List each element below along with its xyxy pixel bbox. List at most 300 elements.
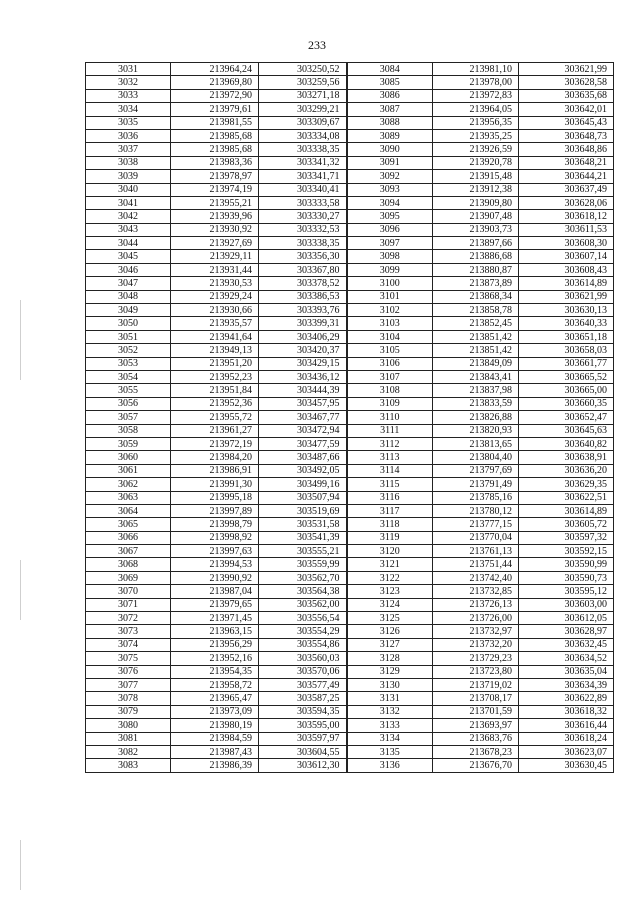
coordinates-table (85, 62, 614, 773)
y-coordinate-right-cell: 303634,39 (519, 678, 614, 691)
y-coordinate-right-cell: 303608,43 (519, 263, 614, 276)
y-coordinate-right-cell: 303614,89 (519, 277, 614, 290)
scan-margin-mark (20, 300, 21, 380)
x-coordinate-left-cell: 213952,36 (171, 397, 259, 410)
table-row (86, 571, 614, 584)
y-coordinate-left-cell: 303333,58 (259, 196, 347, 209)
table-row (86, 223, 614, 236)
scan-margin-mark (20, 840, 21, 890)
x-coordinate-left-cell: 213965,47 (171, 692, 259, 705)
point-number-right-cell: 3088 (347, 116, 433, 129)
x-coordinate-left-cell: 213952,16 (171, 652, 259, 665)
y-coordinate-left-cell: 303595,00 (259, 719, 347, 732)
point-number-right-cell: 3093 (347, 183, 433, 196)
point-number-left-cell: 3067 (86, 545, 171, 558)
point-number-left-cell: 3056 (86, 397, 171, 410)
point-number-left-cell: 3076 (86, 665, 171, 678)
y-coordinate-right-cell: 303628,06 (519, 196, 614, 209)
x-coordinate-left-cell: 213961,27 (171, 424, 259, 437)
point-number-left-cell: 3033 (86, 89, 171, 102)
y-coordinate-right-cell: 303661,77 (519, 357, 614, 370)
x-coordinate-left-cell: 213986,91 (171, 464, 259, 477)
point-number-right-cell: 3099 (347, 263, 433, 276)
y-coordinate-left-cell: 303367,80 (259, 263, 347, 276)
x-coordinate-left-cell: 213979,61 (171, 103, 259, 116)
x-coordinate-left-cell: 213955,72 (171, 411, 259, 424)
x-coordinate-right-cell: 213903,73 (433, 223, 519, 236)
table-row (86, 317, 614, 330)
point-number-left-cell: 3081 (86, 732, 171, 745)
x-coordinate-right-cell: 213897,66 (433, 237, 519, 250)
table-row (86, 678, 614, 691)
point-number-right-cell: 3095 (347, 210, 433, 223)
x-coordinate-left-cell: 213971,45 (171, 612, 259, 625)
x-coordinate-left-cell: 213995,18 (171, 491, 259, 504)
point-number-left-cell: 3048 (86, 290, 171, 303)
x-coordinate-right-cell: 213732,85 (433, 585, 519, 598)
y-coordinate-right-cell: 303590,99 (519, 558, 614, 571)
y-coordinate-left-cell: 303492,05 (259, 464, 347, 477)
y-coordinate-right-cell: 303592,15 (519, 545, 614, 558)
point-number-right-cell: 3118 (347, 518, 433, 531)
x-coordinate-right-cell: 213851,42 (433, 344, 519, 357)
point-number-right-cell: 3126 (347, 625, 433, 638)
y-coordinate-left-cell: 303393,76 (259, 304, 347, 317)
y-coordinate-right-cell: 303635,04 (519, 665, 614, 678)
point-number-left-cell: 3070 (86, 585, 171, 598)
point-number-left-cell: 3050 (86, 317, 171, 330)
point-number-right-cell: 3130 (347, 678, 433, 691)
x-coordinate-right-cell: 213972,83 (433, 89, 519, 102)
y-coordinate-right-cell: 303648,86 (519, 143, 614, 156)
y-coordinate-left-cell: 303340,41 (259, 183, 347, 196)
y-coordinate-left-cell: 303519,69 (259, 504, 347, 517)
table-row (86, 143, 614, 156)
x-coordinate-left-cell: 213931,44 (171, 263, 259, 276)
table-row (86, 451, 614, 464)
x-coordinate-right-cell: 213729,23 (433, 652, 519, 665)
y-coordinate-right-cell: 303652,47 (519, 411, 614, 424)
y-coordinate-right-cell: 303637,49 (519, 183, 614, 196)
y-coordinate-right-cell: 303630,13 (519, 304, 614, 317)
point-number-right-cell: 3086 (347, 89, 433, 102)
y-coordinate-right-cell: 303628,58 (519, 76, 614, 89)
x-coordinate-right-cell: 213813,65 (433, 437, 519, 450)
x-coordinate-left-cell: 213972,90 (171, 89, 259, 102)
coordinates-table-body (86, 63, 614, 773)
x-coordinate-left-cell: 213951,84 (171, 384, 259, 397)
y-coordinate-left-cell: 303555,21 (259, 545, 347, 558)
table-row (86, 531, 614, 544)
x-coordinate-left-cell: 213987,43 (171, 745, 259, 758)
table-row (86, 370, 614, 383)
point-number-right-cell: 3084 (347, 63, 433, 76)
point-number-right-cell: 3119 (347, 531, 433, 544)
y-coordinate-right-cell: 303665,00 (519, 384, 614, 397)
point-number-right-cell: 3109 (347, 397, 433, 410)
table-row (86, 397, 614, 410)
y-coordinate-left-cell: 303612,30 (259, 759, 347, 772)
point-number-left-cell: 3038 (86, 156, 171, 169)
point-number-left-cell: 3044 (86, 237, 171, 250)
y-coordinate-left-cell: 303457,95 (259, 397, 347, 410)
point-number-right-cell: 3121 (347, 558, 433, 571)
y-coordinate-right-cell: 303640,82 (519, 437, 614, 450)
y-coordinate-left-cell: 303594,35 (259, 705, 347, 718)
table-row (86, 250, 614, 263)
y-coordinate-right-cell: 303665,52 (519, 370, 614, 383)
point-number-left-cell: 3054 (86, 370, 171, 383)
x-coordinate-right-cell: 213956,35 (433, 116, 519, 129)
point-number-right-cell: 3122 (347, 571, 433, 584)
point-number-right-cell: 3098 (347, 250, 433, 263)
y-coordinate-left-cell: 303420,37 (259, 344, 347, 357)
point-number-left-cell: 3052 (86, 344, 171, 357)
x-coordinate-right-cell: 213912,38 (433, 183, 519, 196)
point-number-left-cell: 3073 (86, 625, 171, 638)
y-coordinate-left-cell: 303604,55 (259, 745, 347, 758)
page-number: 233 (308, 38, 326, 52)
point-number-left-cell: 3032 (86, 76, 171, 89)
table-row (86, 411, 614, 424)
point-number-left-cell: 3079 (86, 705, 171, 718)
y-coordinate-left-cell: 303562,00 (259, 598, 347, 611)
y-coordinate-right-cell: 303632,45 (519, 638, 614, 651)
y-coordinate-right-cell: 303642,01 (519, 103, 614, 116)
point-number-left-cell: 3046 (86, 263, 171, 276)
y-coordinate-right-cell: 303640,33 (519, 317, 614, 330)
table-row (86, 625, 614, 638)
x-coordinate-left-cell: 213964,24 (171, 63, 259, 76)
y-coordinate-right-cell: 303628,97 (519, 625, 614, 638)
scan-margin-mark (20, 560, 21, 620)
y-coordinate-right-cell: 303644,21 (519, 170, 614, 183)
point-number-left-cell: 3064 (86, 504, 171, 517)
table-row (86, 330, 614, 343)
x-coordinate-left-cell: 213969,80 (171, 76, 259, 89)
point-number-left-cell: 3049 (86, 304, 171, 317)
point-number-right-cell: 3103 (347, 317, 433, 330)
point-number-right-cell: 3117 (347, 504, 433, 517)
table-row (86, 196, 614, 209)
y-coordinate-left-cell: 303467,77 (259, 411, 347, 424)
table-row (86, 692, 614, 705)
x-coordinate-right-cell: 213719,02 (433, 678, 519, 691)
table-row (86, 116, 614, 129)
x-coordinate-right-cell: 213920,78 (433, 156, 519, 169)
y-coordinate-left-cell: 303332,53 (259, 223, 347, 236)
y-coordinate-right-cell: 303611,53 (519, 223, 614, 236)
x-coordinate-left-cell: 213978,97 (171, 170, 259, 183)
point-number-right-cell: 3131 (347, 692, 433, 705)
table-row (86, 263, 614, 276)
y-coordinate-right-cell: 303630,45 (519, 759, 614, 772)
table-row (86, 277, 614, 290)
point-number-left-cell: 3058 (86, 424, 171, 437)
x-coordinate-left-cell: 213981,55 (171, 116, 259, 129)
x-coordinate-right-cell: 213820,93 (433, 424, 519, 437)
y-coordinate-right-cell: 303603,00 (519, 598, 614, 611)
point-number-left-cell: 3063 (86, 491, 171, 504)
x-coordinate-left-cell: 213955,21 (171, 196, 259, 209)
point-number-left-cell: 3072 (86, 612, 171, 625)
table-row (86, 732, 614, 745)
x-coordinate-left-cell: 213949,13 (171, 344, 259, 357)
table-row (86, 290, 614, 303)
y-coordinate-left-cell: 303386,53 (259, 290, 347, 303)
y-coordinate-left-cell: 303562,70 (259, 571, 347, 584)
x-coordinate-left-cell: 213983,36 (171, 156, 259, 169)
x-coordinate-left-cell: 213998,79 (171, 518, 259, 531)
y-coordinate-left-cell: 303587,25 (259, 692, 347, 705)
table-row (86, 585, 614, 598)
x-coordinate-left-cell: 213997,89 (171, 504, 259, 517)
y-coordinate-left-cell: 303556,54 (259, 612, 347, 625)
y-coordinate-left-cell: 303356,30 (259, 250, 347, 263)
point-number-left-cell: 3071 (86, 598, 171, 611)
table-row (86, 558, 614, 571)
y-coordinate-left-cell: 303330,27 (259, 210, 347, 223)
point-number-right-cell: 3091 (347, 156, 433, 169)
y-coordinate-left-cell: 303378,52 (259, 277, 347, 290)
x-coordinate-right-cell: 213770,04 (433, 531, 519, 544)
x-coordinate-left-cell: 213930,53 (171, 277, 259, 290)
point-number-right-cell: 3116 (347, 491, 433, 504)
y-coordinate-left-cell: 303341,71 (259, 170, 347, 183)
x-coordinate-right-cell: 213915,48 (433, 170, 519, 183)
x-coordinate-right-cell: 213732,97 (433, 625, 519, 638)
x-coordinate-right-cell: 213780,12 (433, 504, 519, 517)
x-coordinate-right-cell: 213683,76 (433, 732, 519, 745)
y-coordinate-right-cell: 303648,73 (519, 129, 614, 142)
x-coordinate-right-cell: 213701,59 (433, 705, 519, 718)
table-row (86, 89, 614, 102)
x-coordinate-left-cell: 213986,39 (171, 759, 259, 772)
table-row (86, 478, 614, 491)
y-coordinate-left-cell: 303472,94 (259, 424, 347, 437)
table-row (86, 437, 614, 450)
y-coordinate-right-cell: 303590,73 (519, 571, 614, 584)
x-coordinate-right-cell: 213926,59 (433, 143, 519, 156)
y-coordinate-left-cell: 303429,15 (259, 357, 347, 370)
point-number-left-cell: 3031 (86, 63, 171, 76)
x-coordinate-right-cell: 213837,98 (433, 384, 519, 397)
point-number-right-cell: 3096 (347, 223, 433, 236)
point-number-right-cell: 3123 (347, 585, 433, 598)
point-number-right-cell: 3113 (347, 451, 433, 464)
table-row (86, 652, 614, 665)
x-coordinate-left-cell: 213958,72 (171, 678, 259, 691)
y-coordinate-left-cell: 303499,16 (259, 478, 347, 491)
x-coordinate-left-cell: 213972,19 (171, 437, 259, 450)
x-coordinate-right-cell: 213843,41 (433, 370, 519, 383)
y-coordinate-left-cell: 303309,67 (259, 116, 347, 129)
y-coordinate-left-cell: 303406,29 (259, 330, 347, 343)
y-coordinate-left-cell: 303338,35 (259, 143, 347, 156)
point-number-right-cell: 3127 (347, 638, 433, 651)
x-coordinate-right-cell: 213732,20 (433, 638, 519, 651)
point-number-right-cell: 3105 (347, 344, 433, 357)
table-row (86, 304, 614, 317)
x-coordinate-left-cell: 213979,65 (171, 598, 259, 611)
point-number-right-cell: 3085 (347, 76, 433, 89)
x-coordinate-left-cell: 213984,59 (171, 732, 259, 745)
x-coordinate-right-cell: 213978,00 (433, 76, 519, 89)
y-coordinate-right-cell: 303623,07 (519, 745, 614, 758)
point-number-right-cell: 3124 (347, 598, 433, 611)
point-number-left-cell: 3040 (86, 183, 171, 196)
point-number-left-cell: 3060 (86, 451, 171, 464)
x-coordinate-left-cell: 213930,66 (171, 304, 259, 317)
x-coordinate-left-cell: 213984,20 (171, 451, 259, 464)
x-coordinate-right-cell: 213785,16 (433, 491, 519, 504)
y-coordinate-right-cell: 303622,51 (519, 491, 614, 504)
point-number-left-cell: 3062 (86, 478, 171, 491)
table-row (86, 745, 614, 758)
point-number-left-cell: 3039 (86, 170, 171, 183)
point-number-left-cell: 3037 (86, 143, 171, 156)
x-coordinate-right-cell: 213873,89 (433, 277, 519, 290)
point-number-left-cell: 3077 (86, 678, 171, 691)
table-row (86, 665, 614, 678)
y-coordinate-right-cell: 303616,44 (519, 719, 614, 732)
y-coordinate-left-cell: 303531,58 (259, 518, 347, 531)
point-number-right-cell: 3090 (347, 143, 433, 156)
x-coordinate-left-cell: 213991,30 (171, 478, 259, 491)
point-number-right-cell: 3129 (347, 665, 433, 678)
y-coordinate-left-cell: 303487,66 (259, 451, 347, 464)
point-number-right-cell: 3136 (347, 759, 433, 772)
point-number-right-cell: 3101 (347, 290, 433, 303)
point-number-right-cell: 3115 (347, 478, 433, 491)
point-number-right-cell: 3107 (347, 370, 433, 383)
point-number-right-cell: 3111 (347, 424, 433, 437)
y-coordinate-right-cell: 303638,91 (519, 451, 614, 464)
point-number-left-cell: 3041 (86, 196, 171, 209)
point-number-right-cell: 3132 (347, 705, 433, 718)
y-coordinate-right-cell: 303608,30 (519, 237, 614, 250)
x-coordinate-left-cell: 213990,92 (171, 571, 259, 584)
x-coordinate-right-cell: 213804,40 (433, 451, 519, 464)
x-coordinate-right-cell: 213777,15 (433, 518, 519, 531)
y-coordinate-left-cell: 303559,99 (259, 558, 347, 571)
x-coordinate-right-cell: 213852,45 (433, 317, 519, 330)
y-coordinate-right-cell: 303621,99 (519, 63, 614, 76)
table-row (86, 759, 614, 772)
x-coordinate-right-cell: 213761,13 (433, 545, 519, 558)
x-coordinate-left-cell: 213954,35 (171, 665, 259, 678)
point-number-left-cell: 3055 (86, 384, 171, 397)
table-row (86, 156, 614, 169)
y-coordinate-left-cell: 303554,29 (259, 625, 347, 638)
y-coordinate-right-cell: 303648,21 (519, 156, 614, 169)
table-row (86, 598, 614, 611)
table-row (86, 103, 614, 116)
table-row (86, 518, 614, 531)
point-number-left-cell: 3083 (86, 759, 171, 772)
point-number-right-cell: 3106 (347, 357, 433, 370)
x-coordinate-right-cell: 213676,70 (433, 759, 519, 772)
y-coordinate-right-cell: 303658,03 (519, 344, 614, 357)
x-coordinate-right-cell: 213708,17 (433, 692, 519, 705)
x-coordinate-left-cell: 213939,96 (171, 210, 259, 223)
y-coordinate-right-cell: 303614,89 (519, 504, 614, 517)
table-row (86, 612, 614, 625)
x-coordinate-left-cell: 213994,53 (171, 558, 259, 571)
x-coordinate-right-cell: 213693,97 (433, 719, 519, 732)
point-number-left-cell: 3047 (86, 277, 171, 290)
table-row (86, 237, 614, 250)
table-row (86, 719, 614, 732)
x-coordinate-right-cell: 213886,68 (433, 250, 519, 263)
y-coordinate-right-cell: 303618,12 (519, 210, 614, 223)
y-coordinate-left-cell: 303541,39 (259, 531, 347, 544)
point-number-left-cell: 3061 (86, 464, 171, 477)
y-coordinate-right-cell: 303635,68 (519, 89, 614, 102)
x-coordinate-right-cell: 213826,88 (433, 411, 519, 424)
y-coordinate-left-cell: 303554,86 (259, 638, 347, 651)
point-number-left-cell: 3078 (86, 692, 171, 705)
table-row (86, 170, 614, 183)
y-coordinate-left-cell: 303338,35 (259, 237, 347, 250)
y-coordinate-right-cell: 303645,63 (519, 424, 614, 437)
x-coordinate-right-cell: 213981,10 (433, 63, 519, 76)
x-coordinate-right-cell: 213880,87 (433, 263, 519, 276)
x-coordinate-left-cell: 213974,19 (171, 183, 259, 196)
point-number-right-cell: 3094 (347, 196, 433, 209)
table-row (86, 183, 614, 196)
table-row (86, 464, 614, 477)
x-coordinate-left-cell: 213929,24 (171, 290, 259, 303)
y-coordinate-right-cell: 303618,24 (519, 732, 614, 745)
point-number-right-cell: 3108 (347, 384, 433, 397)
x-coordinate-right-cell: 213751,44 (433, 558, 519, 571)
y-coordinate-left-cell: 303560,03 (259, 652, 347, 665)
table-row (86, 638, 614, 651)
x-coordinate-right-cell: 213868,34 (433, 290, 519, 303)
point-number-right-cell: 3134 (347, 732, 433, 745)
table-row (86, 705, 614, 718)
point-number-left-cell: 3051 (86, 330, 171, 343)
point-number-left-cell: 3057 (86, 411, 171, 424)
x-coordinate-left-cell: 213941,64 (171, 330, 259, 343)
x-coordinate-right-cell: 213678,23 (433, 745, 519, 758)
x-coordinate-left-cell: 213987,04 (171, 585, 259, 598)
x-coordinate-left-cell: 213930,92 (171, 223, 259, 236)
x-coordinate-right-cell: 213909,80 (433, 196, 519, 209)
x-coordinate-right-cell: 213791,49 (433, 478, 519, 491)
y-coordinate-right-cell: 303618,32 (519, 705, 614, 718)
x-coordinate-left-cell: 213956,29 (171, 638, 259, 651)
x-coordinate-left-cell: 213929,11 (171, 250, 259, 263)
x-coordinate-right-cell: 213935,25 (433, 129, 519, 142)
x-coordinate-left-cell: 213998,92 (171, 531, 259, 544)
y-coordinate-left-cell: 303564,38 (259, 585, 347, 598)
x-coordinate-right-cell: 213833,59 (433, 397, 519, 410)
point-number-right-cell: 3097 (347, 237, 433, 250)
y-coordinate-left-cell: 303597,97 (259, 732, 347, 745)
y-coordinate-left-cell: 303250,52 (259, 63, 347, 76)
point-number-left-cell: 3080 (86, 719, 171, 732)
point-number-left-cell: 3042 (86, 210, 171, 223)
table-row (86, 210, 614, 223)
point-number-right-cell: 3120 (347, 545, 433, 558)
point-number-right-cell: 3089 (347, 129, 433, 142)
point-number-right-cell: 3128 (347, 652, 433, 665)
table-row (86, 545, 614, 558)
point-number-right-cell: 3100 (347, 277, 433, 290)
table-row (86, 357, 614, 370)
